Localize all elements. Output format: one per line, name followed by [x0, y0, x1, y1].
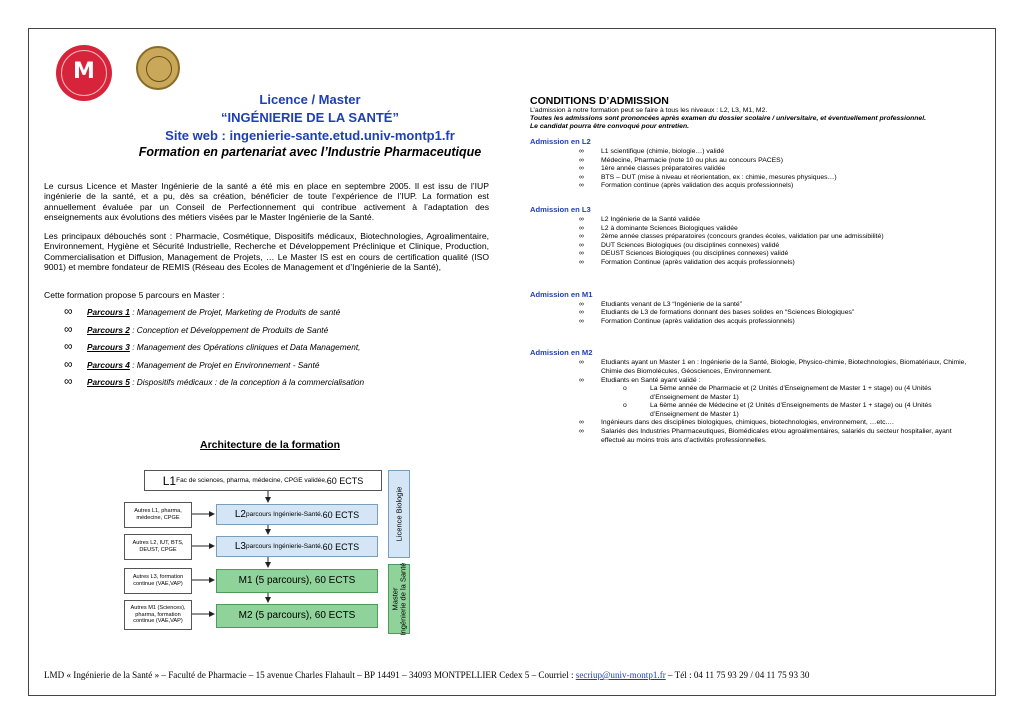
title-website: Site web : ingenierie-sante.etud.univ-montp1.fr [165, 128, 455, 143]
list-item: ∞ Parcours 1 : Management de Projet, Marketing de Produits de santé [64, 304, 341, 318]
conditions-note-1: Toutes les admissions sont prononcées après examen du dossier scolaire / universitaire, et éventuellement professionnel. [530, 115, 926, 122]
list-item: ∞ Ingénieurs dans des disciplines biologiques, chimiques, biotechnologies, environnement, …etc.… [579, 419, 895, 427]
list-item: ∞ DEUST Sciences Biologiques (ou disciplines connexes) validé [579, 250, 789, 258]
intro-paragraph-3: Cette formation propose 5 parcours en Master : [44, 290, 225, 300]
list-item: ∞ BTS – DUT (mise à niveau et réorientation, ex : chimie, mesures physiques…) [579, 173, 837, 181]
list-item: ∞ Formation Continue (après validation des acquis professionnels) [579, 258, 795, 266]
footer-address: LMD « Ingénierie de la Santé » – Faculté de Pharmacie – 15 avenue Charles Flahault – BP 14491 – 34093 MONTPELLIER Cedex 5 – Courriel : [44, 670, 576, 680]
list-item: ∞ Etudiants de L3 de formations donnant des bases solides en “Sciences Biologiques” [579, 309, 855, 317]
university-logo: M [56, 45, 112, 101]
architecture-diagram [120, 462, 420, 642]
list-item: ∞ Formation continue (après validation des acquis professionnels) [579, 182, 794, 190]
diagram-side-box-2: Autres L2, IUT, BTS, DEUST, CPGE [124, 534, 192, 560]
list-item: ∞ DUT Sciences Biologiques (ou disciplines connexes) validé [579, 241, 780, 249]
parcours-list [64, 306, 484, 394]
intro-paragraph-2: Les principaux débouchés sont : Pharmacie, Cosmétique, Dispositifs médicaux, Biotechnologies, Agroalimentaire, Environnement, Hygiène et Sécurité Industrielle, Recherche et Développement Préclinique et Clinique, Production, Commercialisation et Diffusion, Management de Projets, … Le Master IS est en cours de certification qualité (ISO 9001) et membre fondateur de REMIS (Réseau des Ecoles de Management et d’Ingénierie de la Santé), [44, 231, 489, 273]
footer-phone: – Tél : 04 11 75 93 29 / 04 11 75 93 30 [665, 670, 810, 680]
list-item: ∞ Salariés des Industries Pharmaceutiques, Biomédicales et/ou agroalimentaires, salariés du secteur hospitalier, ayant effectué au moins trois ans d’activités professionnelles. [579, 428, 952, 444]
diagram-side-box-1: Autres L1, pharma, médecine, CPGE [124, 502, 192, 528]
conditions-title: CONDITIONS D’ADMISSION [530, 95, 669, 107]
infinity-bullet-icon: ∞ [64, 321, 73, 336]
diagram-side-box-3: Autres L3, formation continue (VAE,VAP) [124, 568, 192, 594]
title-ingenierie: “INGÉNIERIE DE LA SANTÉ” [221, 110, 399, 125]
list-item: ∞ L2 Ingénierie de la Santé validée [579, 215, 701, 223]
admission-l2-list [530, 148, 970, 191]
diagram-box-m2: M2 (5 parcours), 60 ECTS [216, 604, 378, 628]
admission-m1-title: Admission en M1 [530, 289, 593, 299]
vertical-label-licence: Licence Biologie [388, 470, 410, 558]
list-item: ∞ Formation Continue (après validation des acquis professionnels) [579, 317, 795, 325]
intro-paragraph-1: Le cursus Licence et Master Ingénierie de la santé a été mis en place en septembre 2005. Il est issu de l’IUP ingénierie de la santé, et a pu, dès sa création, bénéficier de toute l’expérience de l’IUP. La formation est annuellement évaluée par un Conseil de Perfectionnement qui contribue activement à l’adaptation des enseignements aux évolutions des métiers visées par le Master Ingénierie de la Santé. [44, 181, 489, 223]
infinity-bullet-icon: ∞ [64, 374, 73, 389]
list-item: ∞ Parcours 2 : Conception et Développement de Produits de Santé [64, 321, 329, 336]
list-item: ∞ Etudiants venant de L3 “Ingénierie de la santé” [579, 300, 742, 308]
faculty-seal-logo [136, 46, 180, 90]
diagram-box-m1: M1 (5 parcours), 60 ECTS [216, 569, 378, 593]
list-item: o La 6ème année de Médecine et (2 Unités d’Enseignements de Master 1 + stage) ou (4 Unités d’Enseignement de Master 1) [623, 402, 932, 418]
infinity-bullet-icon: ∞ [64, 356, 73, 371]
admission-l3-title: Admission en L3 [530, 204, 591, 214]
list-item: ∞ 2ème année classes préparatoires (concours grandes écoles, validation par une admissibilité) [579, 233, 884, 241]
list-item: ∞ Etudiants en Santé ayant validé : [579, 376, 701, 384]
list-item: o La 5ème année de Pharmacie et (2 Unités d’Enseignement de Master 1 + stage) ou (4 Unités d’Enseignement de Master 1) [623, 385, 932, 401]
admission-l3-list [530, 216, 970, 268]
infinity-bullet-icon: ∞ [64, 339, 73, 354]
architecture-title: Architecture de la formation [199, 439, 341, 451]
list-item: ∞ Parcours 5 : Dispositifs médicaux : de la conception à la commercialisation [64, 374, 365, 389]
admission-m2-title: Admission en M2 [530, 348, 593, 358]
admission-l2-title: Admission en L2 [530, 137, 591, 146]
list-item: ∞ 1ère année classes préparatoires validée [579, 165, 726, 173]
conditions-column [530, 95, 970, 445]
admission-m1-list [530, 301, 970, 327]
conditions-intro: L’admission à notre formation peut se faire à tous les niveaux : L2, L3, M1, M2. [530, 107, 768, 114]
list-item: ∞ L2 à dominante Sciences Biologiques validée [579, 224, 738, 232]
vertical-label-master: Master Ingénierie de la Santé [388, 564, 410, 634]
list-item: ∞ Parcours 4 : Management de Projet en Environnement - Santé [64, 356, 320, 371]
footer-email-link[interactable]: secriup@univ-montp1.fr [575, 670, 666, 680]
list-item: ∞ Parcours 3 : Management des Opérations cliniques et Data Management, [64, 339, 361, 354]
admission-m2-list [530, 359, 970, 445]
list-item: ∞ L1 scientifique (chimie, biologie…) validé [579, 148, 725, 155]
title-licence-master: Licence / Master [259, 92, 361, 107]
list-item: ∞ Etudiants ayant un Master 1 en : Ingénierie de la Santé, Biologie, Physico-chimie, Biotechnologies, Biomatériaux, Chimie, Chimie des Biomolécules, Géosciences, Environnement. [579, 359, 967, 375]
diagram-box-l2: L2 parcours Ingénierie-Santé, 60 ECTS [216, 504, 378, 525]
conditions-note-2: Le candidat pourra être convoqué pour entretien. [530, 123, 689, 130]
title-partnership: Formation en partenariat avec l’Industrie Pharmaceutique [138, 145, 482, 159]
footer [44, 670, 974, 680]
diagram-box-l3: L3 parcours Ingénierie-Santé, 60 ECTS [216, 536, 378, 557]
diagram-side-box-4: Autres M1 (Sciences), pharma, formation continue (VAE,VAP) [124, 600, 192, 630]
list-item: ∞ Médecine, Pharmacie (note 10 ou plus au concours PACES) [579, 156, 783, 164]
infinity-bullet-icon: ∞ [64, 304, 73, 318]
diagram-box-l1: L1 Fac de sciences, pharma, médecine, CPGE validée, 60 ECTS [144, 470, 382, 491]
